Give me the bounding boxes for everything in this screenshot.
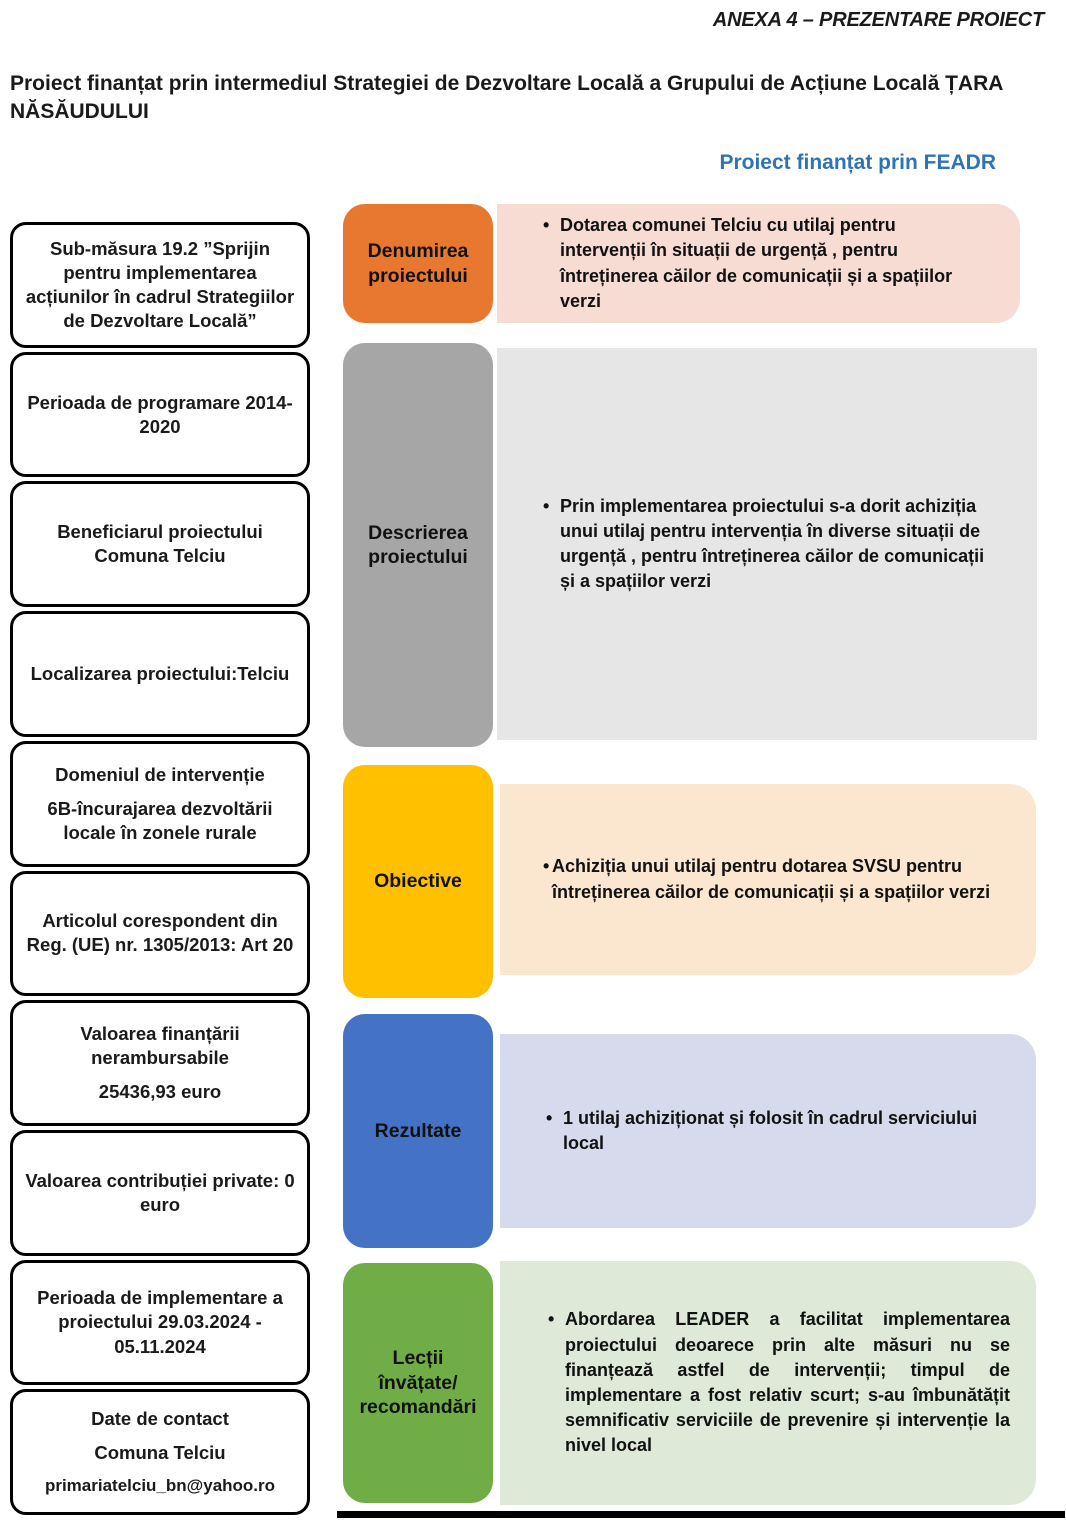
info-box-text: Perioada de implementare a proiectului 29.03.2024 - 05.11.2024 — [37, 1287, 283, 1357]
info-box-text: primariatelciu_bn@yahoo.ro — [44, 1476, 276, 1496]
bottom-rule — [337, 1511, 1065, 1518]
bullet-icon: • — [546, 1107, 553, 1128]
info-box-perioada-implementare — [10, 1260, 310, 1386]
info-box-text: Articolul corespondent din Reg. (UE) nr. 1305/2013: Art 20 — [26, 910, 294, 956]
info-box-text: Valoarea contribuției private: 0 euro — [25, 1169, 295, 1215]
info-box-text: Valoarea finanțării nerambursabile — [80, 1023, 240, 1069]
info-box-text: Localizarea proiectului:Telciu — [30, 662, 290, 684]
row-label-descrierea-proiectului: Descrierea proiectului — [343, 343, 493, 747]
info-box-text: Domeniul de intervenție — [55, 763, 265, 785]
info-box-submasura — [10, 222, 310, 348]
row-label-rezultate: Rezultate — [343, 1014, 493, 1248]
info-box-text: 6B-încurajarea dezvoltării locale în zonele rurale — [47, 797, 273, 843]
row-content-lectii-invatate — [500, 1261, 1036, 1505]
info-box-text: Perioada de programare 2014-2020 — [27, 391, 293, 437]
row-label-lectii-invatate: Lecții învățate/ recomandări — [343, 1263, 493, 1503]
info-box-localizare — [10, 611, 310, 737]
row-text: 1 utilaj achiziționat și folosit în cadrul serviciului local — [563, 1107, 978, 1153]
info-box-perioada-programare — [10, 352, 310, 478]
info-box-column — [10, 222, 310, 1515]
row-label-denumirea-proiectului: Denumirea proiectului — [343, 204, 493, 323]
bullet-icon: • — [543, 495, 550, 516]
info-box-text: Beneficiarul proiectului Comuna Telciu — [57, 521, 263, 567]
row-content-rezultate — [500, 1034, 1036, 1228]
row-text: Dotarea comunei Telciu cu utilaj pentru intervenții în situații de urgență , pentru întreținerea căilor de comunicații și a spațiilor verzi — [560, 215, 953, 311]
info-box-domeniu — [10, 741, 310, 867]
info-box-contributie-privata — [10, 1130, 310, 1256]
bullet-icon: • — [548, 1309, 555, 1330]
row-text: Achiziția unui utilaj pentru dotarea SVSU pentru întreținerea căilor de comunicații și a spațiilor verzi — [552, 856, 991, 902]
info-box-text: Comuna Telciu — [94, 1442, 226, 1464]
row-label-obiective: Obiective — [343, 765, 493, 998]
bullet-icon: • — [543, 215, 550, 236]
info-box-valoare-finantare — [10, 1000, 310, 1126]
row-content-denumirea-proiectului — [497, 204, 1020, 323]
info-box-text: 25436,93 euro — [98, 1081, 222, 1103]
info-box-articol — [10, 871, 310, 997]
annex-label: ANEXA 4 – PREZENTARE PROIECT — [712, 9, 1044, 31]
info-box-contact — [10, 1389, 310, 1515]
bullet-icon: • — [543, 856, 550, 877]
funding-source-label: Proiect finanțat prin FEADR — [719, 151, 996, 174]
row-content-obiective — [500, 784, 1036, 975]
info-box-text: Date de contact — [91, 1408, 229, 1430]
row-text: Prin implementarea proiectului s-a dorit achiziția unui utilaj pentru intervenția în diverse situații de urgență , pentru întreținerea căilor de comunicații și a spațiilor verzi — [560, 495, 985, 592]
row-text: Abordarea LEADER a facilitat implementarea proiectului deoarece prin alte măsuri nu se finanțează astfel de intervenții; timpul de implementare a fost relativ scurt; s-au îmbunătățit semnificativ serviciile de prevenire și intervenție la nivel local — [565, 1309, 1010, 1456]
info-box-beneficiar — [10, 481, 310, 607]
page-title: Proiect finanțat prin intermediul Strategiei de Dezvoltare Locală a Grupului de Acțiune Locală ȚARA NĂSĂUDULUI — [10, 72, 1003, 123]
info-box-text: Sub-măsura 19.2 ”Sprijin pentru implementarea acțiunilor în cadrul Strategiilor de Dezvoltare Locală” — [25, 237, 295, 331]
row-content-descrierea-proiectului — [497, 348, 1037, 740]
